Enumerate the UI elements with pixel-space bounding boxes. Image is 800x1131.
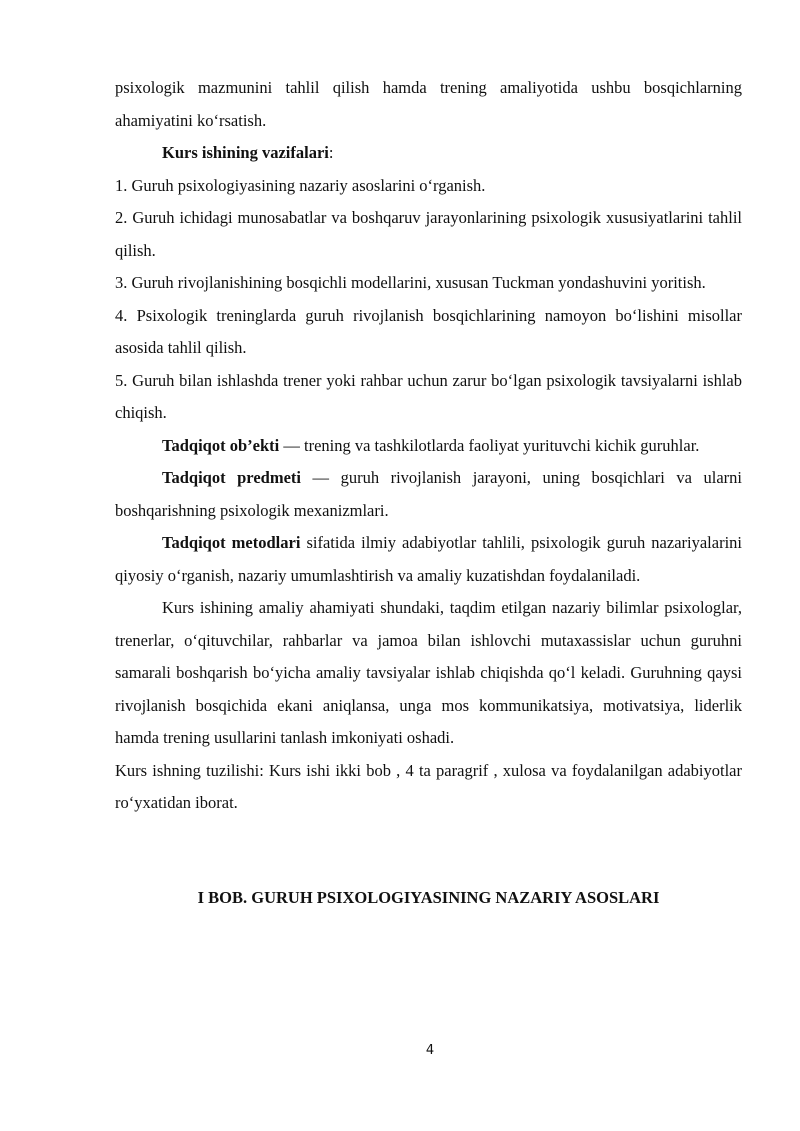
page-body — [115, 72, 742, 914]
research-subject-text: — guruh rivojlanish jarayoni, uning bosqichlari va ularni boshqarishning psixologik mexanizmlari. — [115, 468, 743, 520]
task-item-2: 2. Guruh ichidagi munosabatlar va boshqaruv jarayonlarining psixologik xususiyatlarini tahlil qilish. — [115, 208, 742, 260]
paragraph-practical-significance: Kurs ishining amaliy ahamiyati shundaki, taqdim etilgan nazariy bilimlar psixologlar, trenerlar, o‘qituvchilar, rahbarlar va jamoa bilan ishlovchi mutaxassislar uchun guruhni samarali boshqarish bo‘yicha amaliy tavsiyalar ishlab chiqishda qo‘l keladi. Guruhning qaysi rivojlanish bosqichida ekani aniqlansa, unga mos kommunikatsiya, motivatsiya, liderlik hamda trening usullarini tanlash imkoniyati oshadi. — [115, 598, 742, 747]
paragraph-research-object — [115, 430, 742, 463]
task-item-5: 5. Guruh bilan ishlashda trener yoki rahbar uchun zarur bo‘lgan psixologik tavsiyalarni ishlab chiqish. — [115, 370, 742, 422]
research-object-text: — trening va tashkilotlarda faoliyat yurituvchi kichik guruhlar. — [279, 435, 700, 455]
task-item-3: 3. Guruh rivojlanishining bosqichli modellarini, xususan Tuckman yondashuvini yoritish. — [115, 273, 706, 292]
research-object-label: Tadqiqot ob’ekti — [162, 435, 280, 455]
chapter-title: I BOB. GURUH PSIXOLOGIYASINING NAZARIY ASOSLARI — [197, 887, 660, 907]
paragraph-structure: Kurs ishning tuzilishi: Kurs ishi ikki bob , 4 ta paragrif , xulosa va foydalanilgan adabiyotlar ro‘yxatidan iborat. — [115, 760, 742, 812]
task-item-4: 4. Psixologik treninglarda guruh rivojlanish bosqichlarining namoyon bo‘lishini misollar asosida tahlil qilish. — [115, 305, 742, 357]
research-subject-label: Tadqiqot predmeti — [162, 468, 301, 487]
research-methods-text: sifatida ilmiy adabiyotlar tahlili, psixologik guruh nazariyalarini qiyosiy o‘rganish, nazariy umumlashtirish va amaliy kuzatishdan foydalaniladi. — [115, 533, 742, 585]
blank-line — [115, 820, 742, 852]
task-item-1: 1. Guruh psixologiyasining nazariy asoslarini o‘rganish. — [115, 175, 486, 195]
tasks-heading-bold: Kurs ishining vazifalari — [162, 143, 329, 162]
paragraph-tasks-heading — [115, 137, 742, 170]
tasks-heading-colon: : — [328, 143, 334, 162]
paragraph-research-subject — [115, 462, 742, 527]
paragraph-aim-continuation: psixologik mazmunini tahlil qilish hamda trening amaliyotida ushbu bosqichlarning ahamiyatini ko‘rsatish. — [115, 78, 742, 130]
paragraph-research-methods — [115, 527, 742, 592]
page-number: 4 — [425, 1043, 435, 1058]
research-methods-label: Tadqiqot metodlari — [162, 533, 301, 552]
